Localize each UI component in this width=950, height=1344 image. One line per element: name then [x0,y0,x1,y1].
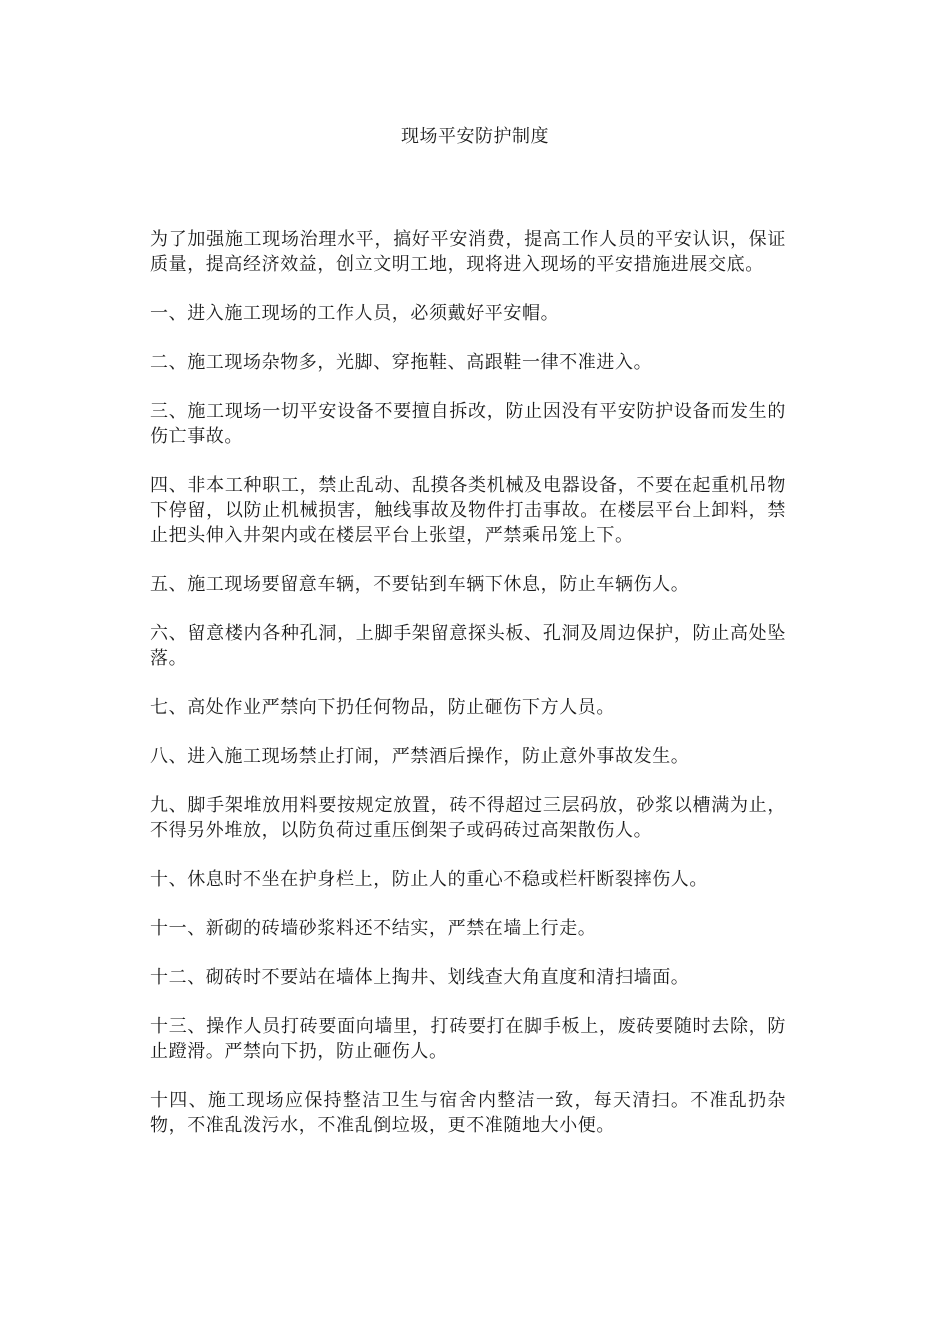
rule-paragraph-10: 十、休息时不坐在护身栏上，防止人的重心不稳或栏杆断裂摔伤人。 [150,869,708,890]
rule-paragraph-13: 十三、操作人员打砖要面向墙里，打砖要打在脚手板上，废砖要随时去除，防止蹬滑。严禁向下扔，防止砸伤人。 [150,1016,786,1062]
rule-paragraph-8: 八、进入施工现场禁止打闹，严禁酒后操作，防止意外事故发生。 [150,746,690,767]
rule-paragraph-12: 十二、砌砖时不要站在墙体上掏井、划线查大角直度和清扫墙面。 [150,967,690,988]
rule-paragraph-6: 六、留意楼内各种孔洞，上脚手架留意探头板、孔洞及周边保护，防止高处坠落。 [150,623,786,669]
document-body [150,227,786,1162]
rule-paragraph-1: 一、进入施工现场的工作人员，必须戴好平安帽。 [150,303,560,324]
document-title: 现场平安防护制度 [401,126,549,147]
rule-paragraph-7: 七、高处作业严禁向下扔任何物品，防止砸伤下方人员。 [150,697,615,718]
rule-paragraph-9: 九、脚手架堆放用料要按规定放置，砖不得超过三层码放，砂浆以槽满为止，不得另外堆放，以防负荷过重压倒架子或码砖过高架散伤人。 [150,795,786,841]
rule-paragraph-3: 三、施工现场一切平安设备不要擅自拆改，防止因没有平安防护设备而发生的伤亡事故。 [150,401,786,447]
rule-paragraph-5: 五、施工现场要留意车辆，不要钻到车辆下休息，防止车辆伤人。 [150,574,690,595]
rule-paragraph-14: 十四、施工现场应保持整洁卫生与宿舍内整洁一致，每天清扫。不准乱扔杂物，不准乱泼污水，不准乱倒垃圾，更不准随地大小便。 [150,1090,786,1136]
rule-paragraph-11: 十一、新砌的砖墙砂浆料还不结实，严禁在墙上行走。 [150,918,597,939]
rule-paragraph-2: 二、施工现场杂物多，光脚、穿拖鞋、高跟鞋一律不准进入。 [150,352,653,373]
intro-paragraph: 为了加强施工现场治理水平，搞好平安消费，提高工作人员的平安认识，保证质量，提高经济效益，创立文明工地，现将进入现场的平安措施进展交底。 [150,229,786,275]
rule-paragraph-4: 四、非本工种职工，禁止乱动、乱摸各类机械及电器设备，不要在起重机吊物下停留，以防止机械损害，触线事故及物件打击事故。在楼层平台上卸料，禁止把头伸入井架内或在楼层平台上张望，严禁乘吊笼上下。 [150,475,786,546]
